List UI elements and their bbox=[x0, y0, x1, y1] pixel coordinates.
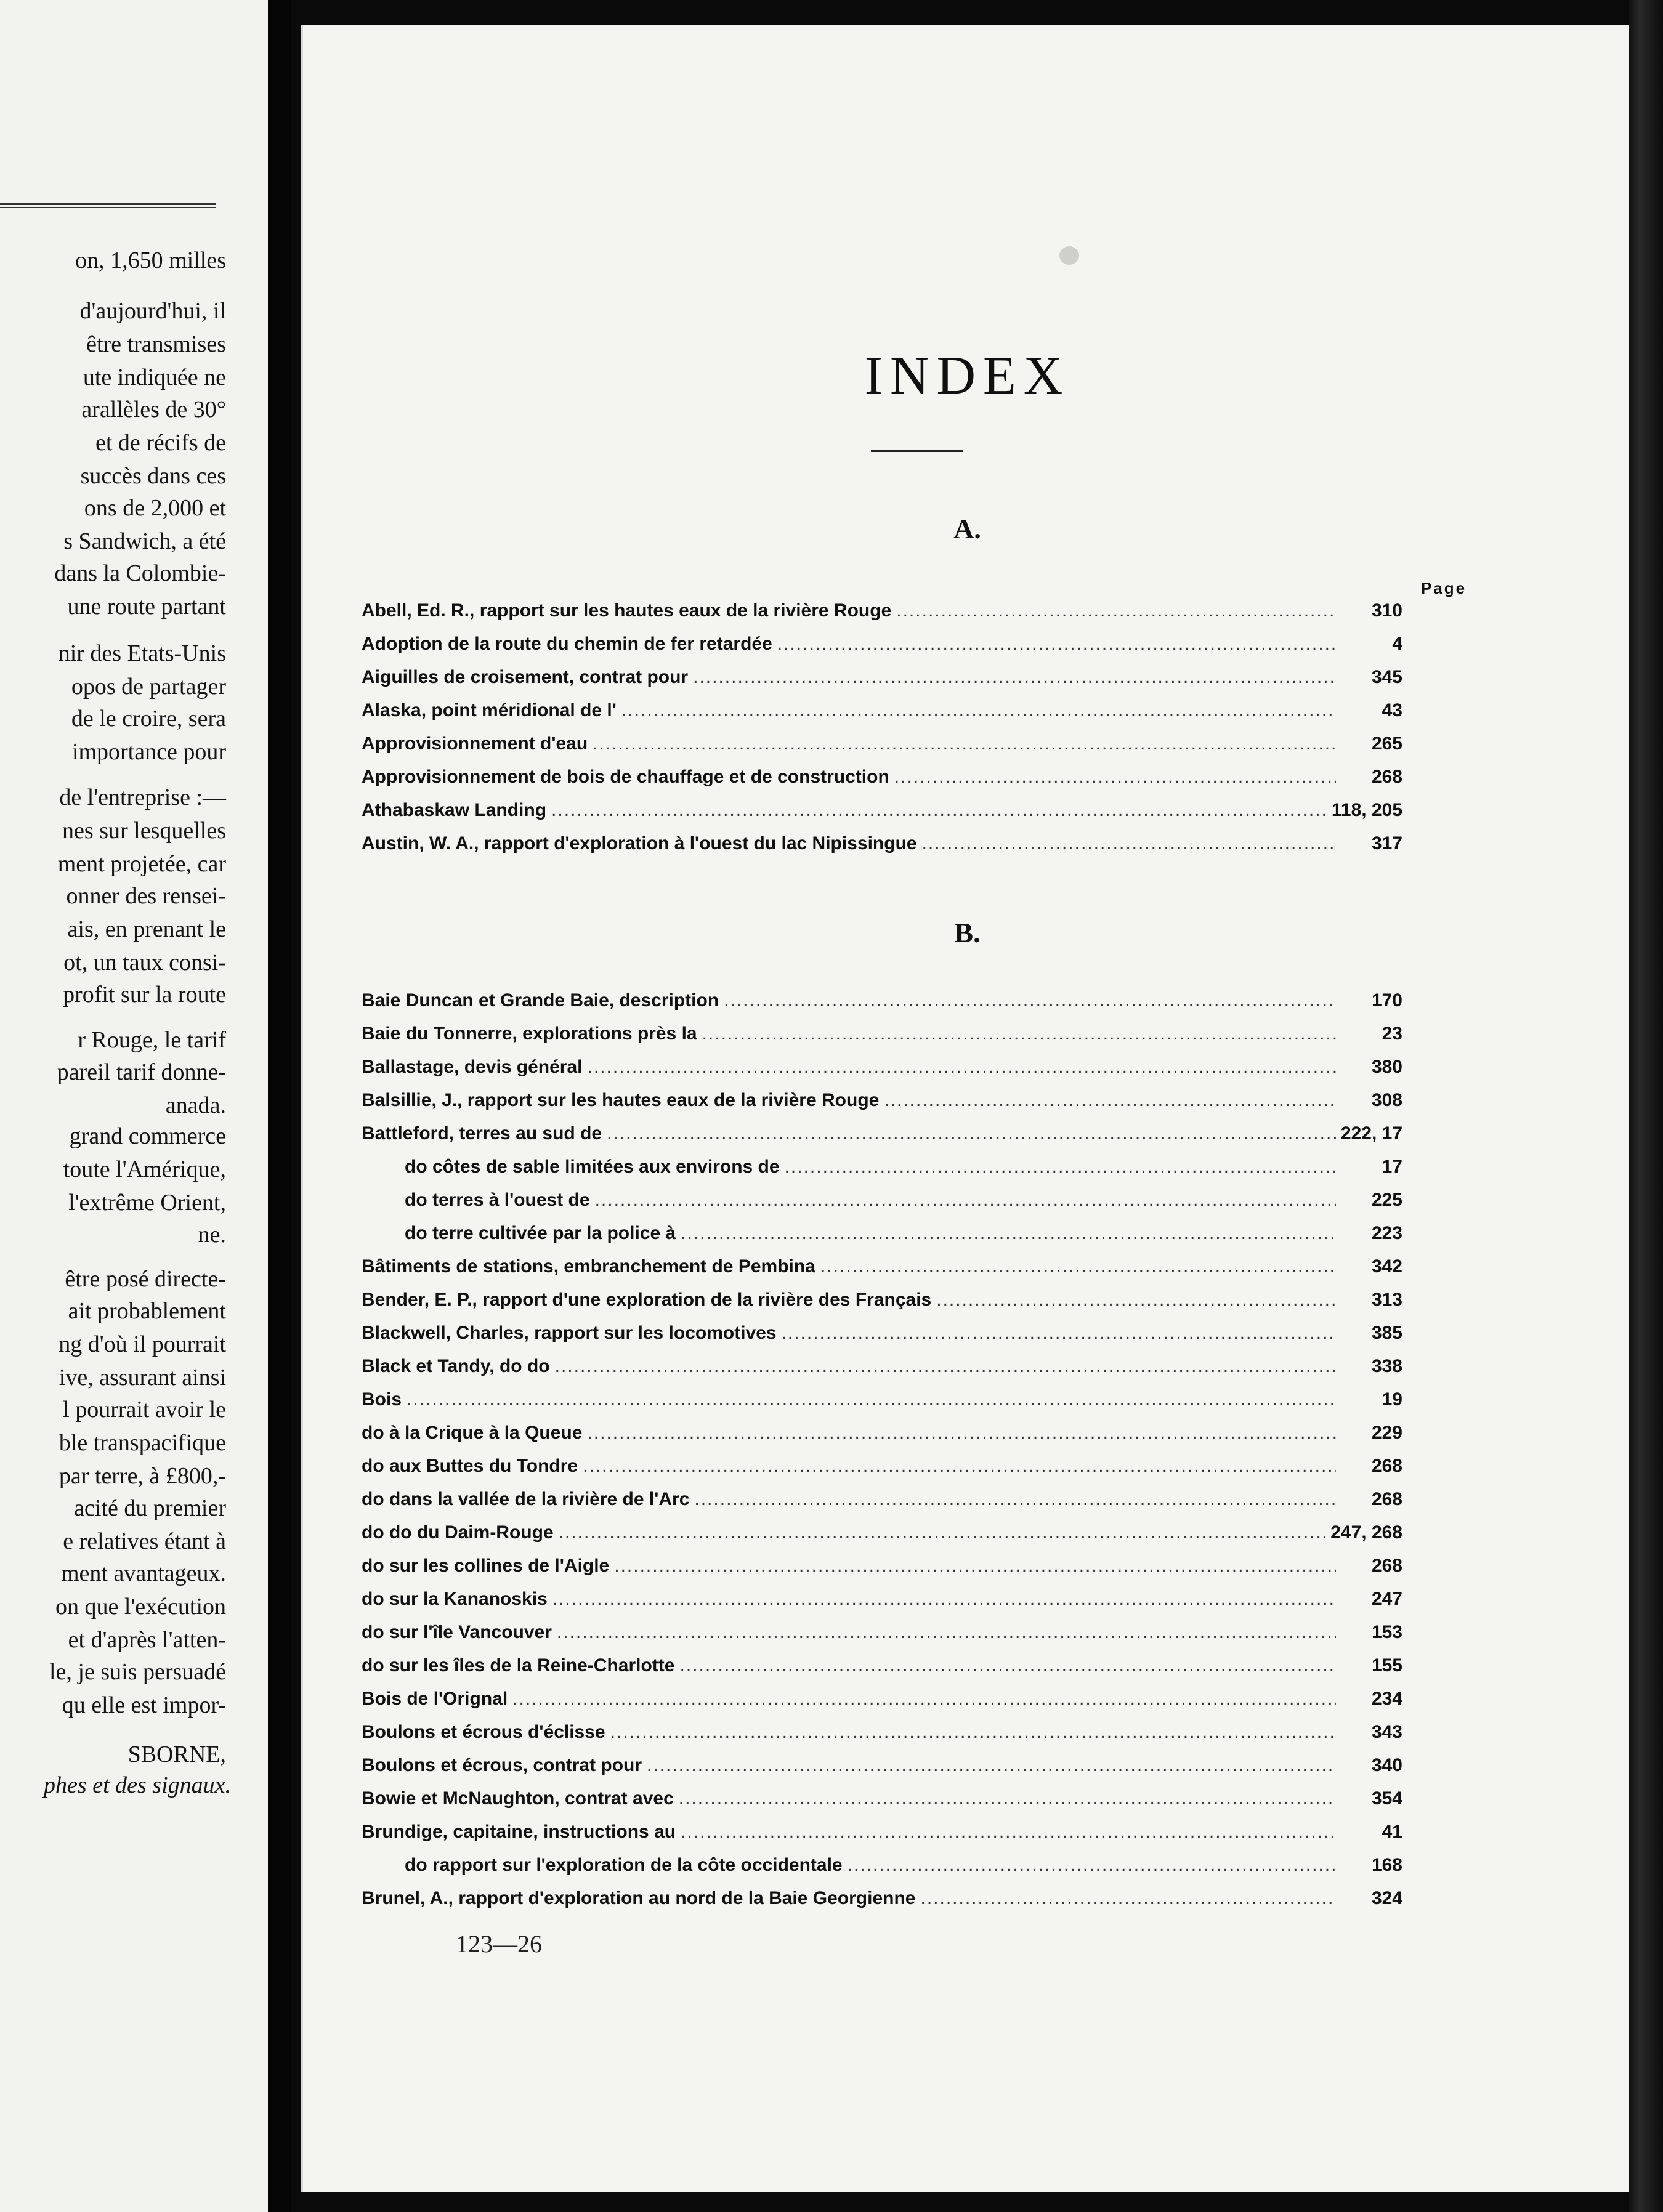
index-entry-page: 222, 17 bbox=[1340, 1123, 1402, 1144]
index-entry bbox=[362, 1622, 1402, 1647]
dot-leader bbox=[777, 634, 1336, 655]
left-text-line: ne. bbox=[198, 1222, 226, 1248]
index-entry bbox=[362, 990, 1402, 1015]
index-entry-text: do rapport sur l'exploration de la côte occidentale bbox=[405, 1855, 843, 1875]
page-column-header: Page bbox=[1421, 579, 1467, 597]
index-entry-page: 342 bbox=[1371, 1256, 1402, 1277]
index-entry-text: Aiguilles de croisement, contrat pour bbox=[362, 667, 689, 687]
left-text-line: opos de partager bbox=[71, 674, 226, 700]
index-entry-page: 313 bbox=[1371, 1290, 1402, 1310]
index-entry bbox=[362, 1822, 1402, 1846]
index-entry-page: 43 bbox=[1382, 700, 1402, 721]
section-letter-b: B. bbox=[954, 917, 981, 948]
left-text-line: arallèles de 30° bbox=[81, 397, 226, 422]
dot-leader bbox=[922, 833, 1336, 854]
dot-leader bbox=[936, 1290, 1336, 1310]
dot-leader bbox=[679, 1788, 1336, 1809]
index-entry-text: Austin, W. A., rapport d'exploration à l'ouest du lac Nipissingue bbox=[362, 833, 917, 854]
index-entry bbox=[362, 1023, 1402, 1048]
dot-leader bbox=[724, 990, 1336, 1011]
left-text-line: anada. bbox=[165, 1092, 226, 1118]
index-entry-text: Bowie et McNaughton, contrat avec bbox=[362, 1788, 674, 1809]
left-header-rule bbox=[0, 203, 216, 208]
dot-leader bbox=[559, 1522, 1326, 1543]
index-entry-text: Bois de l'Orignal bbox=[362, 1689, 508, 1709]
left-text-line: qu elle est impor- bbox=[62, 1692, 226, 1718]
index-entry bbox=[362, 767, 1402, 791]
index-entry-page: 340 bbox=[1371, 1755, 1402, 1775]
index-entry-text: Approvisionnement d'eau bbox=[362, 733, 588, 754]
index-entry bbox=[362, 1788, 1402, 1813]
left-text-line: nir des Etats-Unis bbox=[58, 640, 226, 666]
index-entry-page: 225 bbox=[1371, 1190, 1402, 1210]
footer-signature: 123—26 bbox=[456, 1930, 542, 1958]
index-entry bbox=[362, 833, 1402, 858]
index-entry-page: 223 bbox=[1371, 1223, 1402, 1243]
index-entry-text: do sur l'île Vancouver bbox=[362, 1622, 552, 1642]
left-text-line: être transmises bbox=[86, 331, 226, 357]
index-entry-text: Ballastage, devis général bbox=[362, 1057, 583, 1077]
index-entry bbox=[362, 1389, 1402, 1414]
dot-leader bbox=[848, 1855, 1336, 1876]
index-entry-text: Athabaskaw Landing bbox=[362, 800, 547, 820]
dot-leader bbox=[681, 1223, 1336, 1244]
index-entry-page: 268 bbox=[1371, 1556, 1402, 1576]
left-text-line: ute indiquée ne bbox=[83, 365, 226, 390]
index-entry-page: 265 bbox=[1371, 733, 1402, 754]
left-text-line: onner des rensei- bbox=[66, 883, 226, 909]
index-entry-text: Brundige, capitaine, instructions au bbox=[362, 1822, 676, 1842]
dot-leader bbox=[693, 667, 1336, 688]
left-text-line: l'extrême Orient, bbox=[68, 1190, 226, 1216]
index-entry-page: 4 bbox=[1392, 634, 1402, 654]
index-entry-text: do terres à l'ouest de bbox=[405, 1190, 590, 1210]
left-text-line: ment avantageux. bbox=[60, 1560, 226, 1586]
dot-leader bbox=[785, 1156, 1336, 1177]
index-entry-page: 153 bbox=[1371, 1622, 1402, 1642]
index-entry bbox=[362, 1423, 1402, 1447]
index-entry bbox=[362, 733, 1402, 758]
dot-leader bbox=[921, 1888, 1337, 1909]
index-entry bbox=[362, 1256, 1402, 1281]
index-entry bbox=[362, 1589, 1402, 1613]
index-title: INDEX bbox=[864, 346, 1070, 406]
left-text-line: une route partant bbox=[67, 594, 226, 620]
index-entry-page: 118, 205 bbox=[1331, 800, 1402, 820]
title-rule bbox=[871, 450, 963, 452]
index-entry-page: 247 bbox=[1371, 1589, 1402, 1609]
dot-leader bbox=[587, 1423, 1336, 1443]
left-text-line: on que l'exécution bbox=[55, 1594, 226, 1620]
dot-leader bbox=[679, 1655, 1336, 1676]
left-text-line: par terre, à £800,- bbox=[59, 1463, 226, 1489]
left-text-line: ng d'où il pourrait bbox=[59, 1331, 226, 1357]
dot-leader bbox=[702, 1023, 1336, 1044]
index-entry-page: 19 bbox=[1382, 1389, 1402, 1410]
dot-leader bbox=[512, 1689, 1336, 1709]
left-text-line: pareil tarif donne- bbox=[57, 1059, 226, 1085]
index-entry-text: Black et Tandy, do do bbox=[362, 1356, 550, 1376]
index-entry-text: do aux Buttes du Tondre bbox=[362, 1456, 578, 1476]
left-page-fragment bbox=[0, 0, 268, 2212]
index-entry-text: Bâtiments de stations, embranchement de Pembina bbox=[362, 1256, 815, 1277]
left-text-line: nes sur lesquelles bbox=[62, 818, 226, 844]
dot-leader bbox=[647, 1755, 1336, 1776]
dot-leader bbox=[820, 1256, 1336, 1277]
index-entry bbox=[362, 634, 1402, 658]
dot-leader bbox=[593, 733, 1336, 754]
left-text-line: importance pour bbox=[71, 739, 226, 765]
dot-leader bbox=[583, 1456, 1336, 1477]
index-entry-text: do sur la Kananoskis bbox=[362, 1589, 548, 1609]
dot-leader bbox=[595, 1190, 1336, 1211]
left-text-line: ais, en prenant le bbox=[67, 916, 226, 942]
index-entry-text: Bois bbox=[362, 1389, 402, 1410]
left-text-line: le, je suis persuadé bbox=[49, 1659, 226, 1685]
index-entry-text: do sur les îles de la Reine-Charlotte bbox=[362, 1655, 675, 1676]
left-text-line: grand commerce bbox=[69, 1123, 226, 1149]
index-entry bbox=[362, 1190, 1402, 1214]
index-entry-page: 229 bbox=[1371, 1423, 1402, 1443]
left-text-line: d'aujourd'hui, il bbox=[79, 298, 226, 324]
left-text-line: s Sandwich, a été bbox=[63, 528, 226, 554]
dot-leader bbox=[884, 1090, 1336, 1111]
index-entry-page: 324 bbox=[1371, 1888, 1402, 1908]
index-entry-page: 23 bbox=[1382, 1023, 1402, 1044]
index-entry-page: 308 bbox=[1371, 1090, 1402, 1110]
section-letter-a: A. bbox=[953, 513, 981, 544]
index-entry-page: 155 bbox=[1371, 1655, 1402, 1676]
index-entry bbox=[362, 1689, 1402, 1713]
index-entry-text: Bender, E. P., rapport d'une exploration de la rivière des Français bbox=[362, 1290, 932, 1310]
left-text-line: acité du premier bbox=[74, 1495, 226, 1521]
index-entry-text: Battleford, terres au sud de bbox=[362, 1123, 602, 1144]
index-entry-text: do côtes de sable limitées aux environs de bbox=[405, 1156, 780, 1177]
index-entry-page: 268 bbox=[1371, 1456, 1402, 1476]
left-text-line: et d'après l'atten- bbox=[68, 1627, 226, 1653]
left-text-line: ot, un taux consi- bbox=[63, 950, 226, 975]
page-edge bbox=[1629, 0, 1663, 2212]
left-text-line: de l'entreprise :— bbox=[59, 785, 226, 810]
index-entry-text: Blackwell, Charles, rapport sur les locomotives bbox=[362, 1323, 777, 1343]
dot-leader bbox=[555, 1356, 1336, 1377]
index-entry-text: Alaska, point méridional de l' bbox=[362, 700, 617, 721]
dot-leader bbox=[894, 767, 1336, 788]
left-text-line: dans la Colombie- bbox=[54, 560, 226, 586]
index-entry-page: 17 bbox=[1382, 1156, 1402, 1177]
index-entry bbox=[362, 800, 1402, 825]
index-entry-page: 345 bbox=[1371, 667, 1402, 687]
index-entry-text: Baie Duncan et Grande Baie, description bbox=[362, 990, 719, 1011]
index-entry-page: 168 bbox=[1371, 1855, 1402, 1875]
dot-leader bbox=[782, 1323, 1336, 1344]
index-entry-text: Abell, Ed. R., rapport sur les hautes eaux de la rivière Rouge bbox=[362, 600, 892, 621]
page-smudge bbox=[1059, 246, 1079, 265]
index-entry-text: do sur les collines de l'Aigle bbox=[362, 1556, 610, 1576]
left-text-line: succès dans ces bbox=[80, 463, 226, 489]
index-entry bbox=[362, 1290, 1402, 1314]
index-entry-text: do à la Crique à la Queue bbox=[362, 1423, 583, 1443]
left-text-line: ble transpacifique bbox=[59, 1430, 226, 1456]
left-text-line: e relatives étant à bbox=[63, 1528, 226, 1554]
index-entry-page: 380 bbox=[1371, 1057, 1402, 1077]
index-entry-page: 170 bbox=[1371, 990, 1402, 1011]
left-text-line: être posé directe- bbox=[65, 1266, 226, 1292]
index-entry bbox=[362, 1722, 1402, 1746]
index-entry-page: 234 bbox=[1371, 1689, 1402, 1709]
left-text-line: toute l'Amérique, bbox=[63, 1156, 226, 1182]
index-entry bbox=[362, 1456, 1402, 1480]
dot-leader bbox=[552, 1589, 1336, 1610]
index-entry bbox=[362, 1888, 1402, 1913]
index-entry-page: 317 bbox=[1371, 833, 1402, 854]
index-entry bbox=[362, 1090, 1402, 1115]
index-entry-page: 268 bbox=[1371, 767, 1402, 787]
index-entry-text: do terre cultivée par la police à bbox=[405, 1223, 676, 1243]
left-text-line: l pourrait avoir le bbox=[63, 1397, 226, 1423]
index-entry-page: 247, 268 bbox=[1330, 1522, 1402, 1543]
index-entry-page: 41 bbox=[1382, 1822, 1402, 1842]
index-entry-page: 343 bbox=[1371, 1722, 1402, 1742]
index-entry-text: Adoption de la route du chemin de fer retardée bbox=[362, 634, 772, 654]
left-text-line: ait probablement bbox=[68, 1298, 226, 1324]
dot-leader bbox=[621, 700, 1336, 721]
index-entry-text: do do du Daim-Rouge bbox=[362, 1522, 554, 1543]
left-text-line: de le croire, sera bbox=[71, 706, 226, 732]
index-entry bbox=[362, 1755, 1402, 1780]
index-entry bbox=[362, 667, 1402, 692]
index-entry bbox=[362, 600, 1402, 625]
book-spine bbox=[268, 0, 291, 2212]
index-entry-text: Boulons et écrous, contrat pour bbox=[362, 1755, 642, 1775]
left-text-line: on, 1,650 milles bbox=[75, 248, 226, 273]
index-entry bbox=[362, 1855, 1402, 1879]
dot-leader bbox=[551, 800, 1327, 821]
dot-leader bbox=[614, 1556, 1336, 1576]
index-entry-page: 268 bbox=[1371, 1489, 1402, 1509]
dot-leader bbox=[407, 1389, 1336, 1410]
index-entry bbox=[362, 700, 1402, 725]
index-entry bbox=[362, 1655, 1402, 1680]
index-entry-text: Approvisionnement de bois de chauffage et de construction bbox=[362, 767, 889, 787]
left-text-line: ons de 2,000 et bbox=[84, 495, 226, 521]
index-entry-text: Baie du Tonnerre, explorations près la bbox=[362, 1023, 697, 1044]
index-entry-page: 310 bbox=[1371, 600, 1402, 621]
index-entry bbox=[362, 1223, 1402, 1248]
index-entry-text: Boulons et écrous d'éclisse bbox=[362, 1722, 605, 1742]
index-page-sheet bbox=[301, 25, 1632, 2192]
dot-leader bbox=[681, 1822, 1336, 1843]
index-entry-page: 354 bbox=[1371, 1788, 1402, 1809]
index-entry bbox=[362, 1057, 1402, 1081]
left-text-line: ive, assurant ainsi bbox=[59, 1365, 226, 1391]
left-text-line: r Rouge, le tarif bbox=[78, 1027, 226, 1053]
index-entry bbox=[362, 1356, 1402, 1381]
left-signature-title: phes et des signaux. bbox=[44, 1772, 231, 1798]
left-text-line: et de récifs de bbox=[95, 430, 226, 456]
index-entry-text: Brunel, A., rapport d'exploration au nord de la Baie Georgienne bbox=[362, 1888, 916, 1908]
dot-leader bbox=[610, 1722, 1336, 1743]
dot-leader bbox=[607, 1123, 1336, 1144]
index-entry bbox=[362, 1323, 1402, 1347]
index-entry bbox=[362, 1522, 1402, 1547]
index-entry-text: do dans la vallée de la rivière de l'Arc bbox=[362, 1489, 690, 1509]
left-text-line: profit sur la route bbox=[63, 982, 226, 1007]
left-text-line: ment projetée, car bbox=[57, 851, 226, 877]
index-entry-page: 338 bbox=[1371, 1356, 1402, 1376]
dot-leader bbox=[557, 1622, 1336, 1643]
index-entry bbox=[362, 1489, 1402, 1514]
index-entry-page: 385 bbox=[1371, 1323, 1402, 1343]
left-signature-name: SBORNE, bbox=[127, 1742, 226, 1767]
index-entry bbox=[362, 1156, 1402, 1181]
dot-leader bbox=[694, 1489, 1336, 1510]
dot-leader bbox=[588, 1057, 1336, 1078]
dot-leader bbox=[896, 600, 1336, 621]
right-page bbox=[291, 0, 1663, 2212]
index-entry bbox=[362, 1556, 1402, 1580]
index-entry bbox=[362, 1123, 1402, 1148]
index-entry-text: Balsillie, J., rapport sur les hautes eaux de la rivière Rouge bbox=[362, 1090, 880, 1110]
